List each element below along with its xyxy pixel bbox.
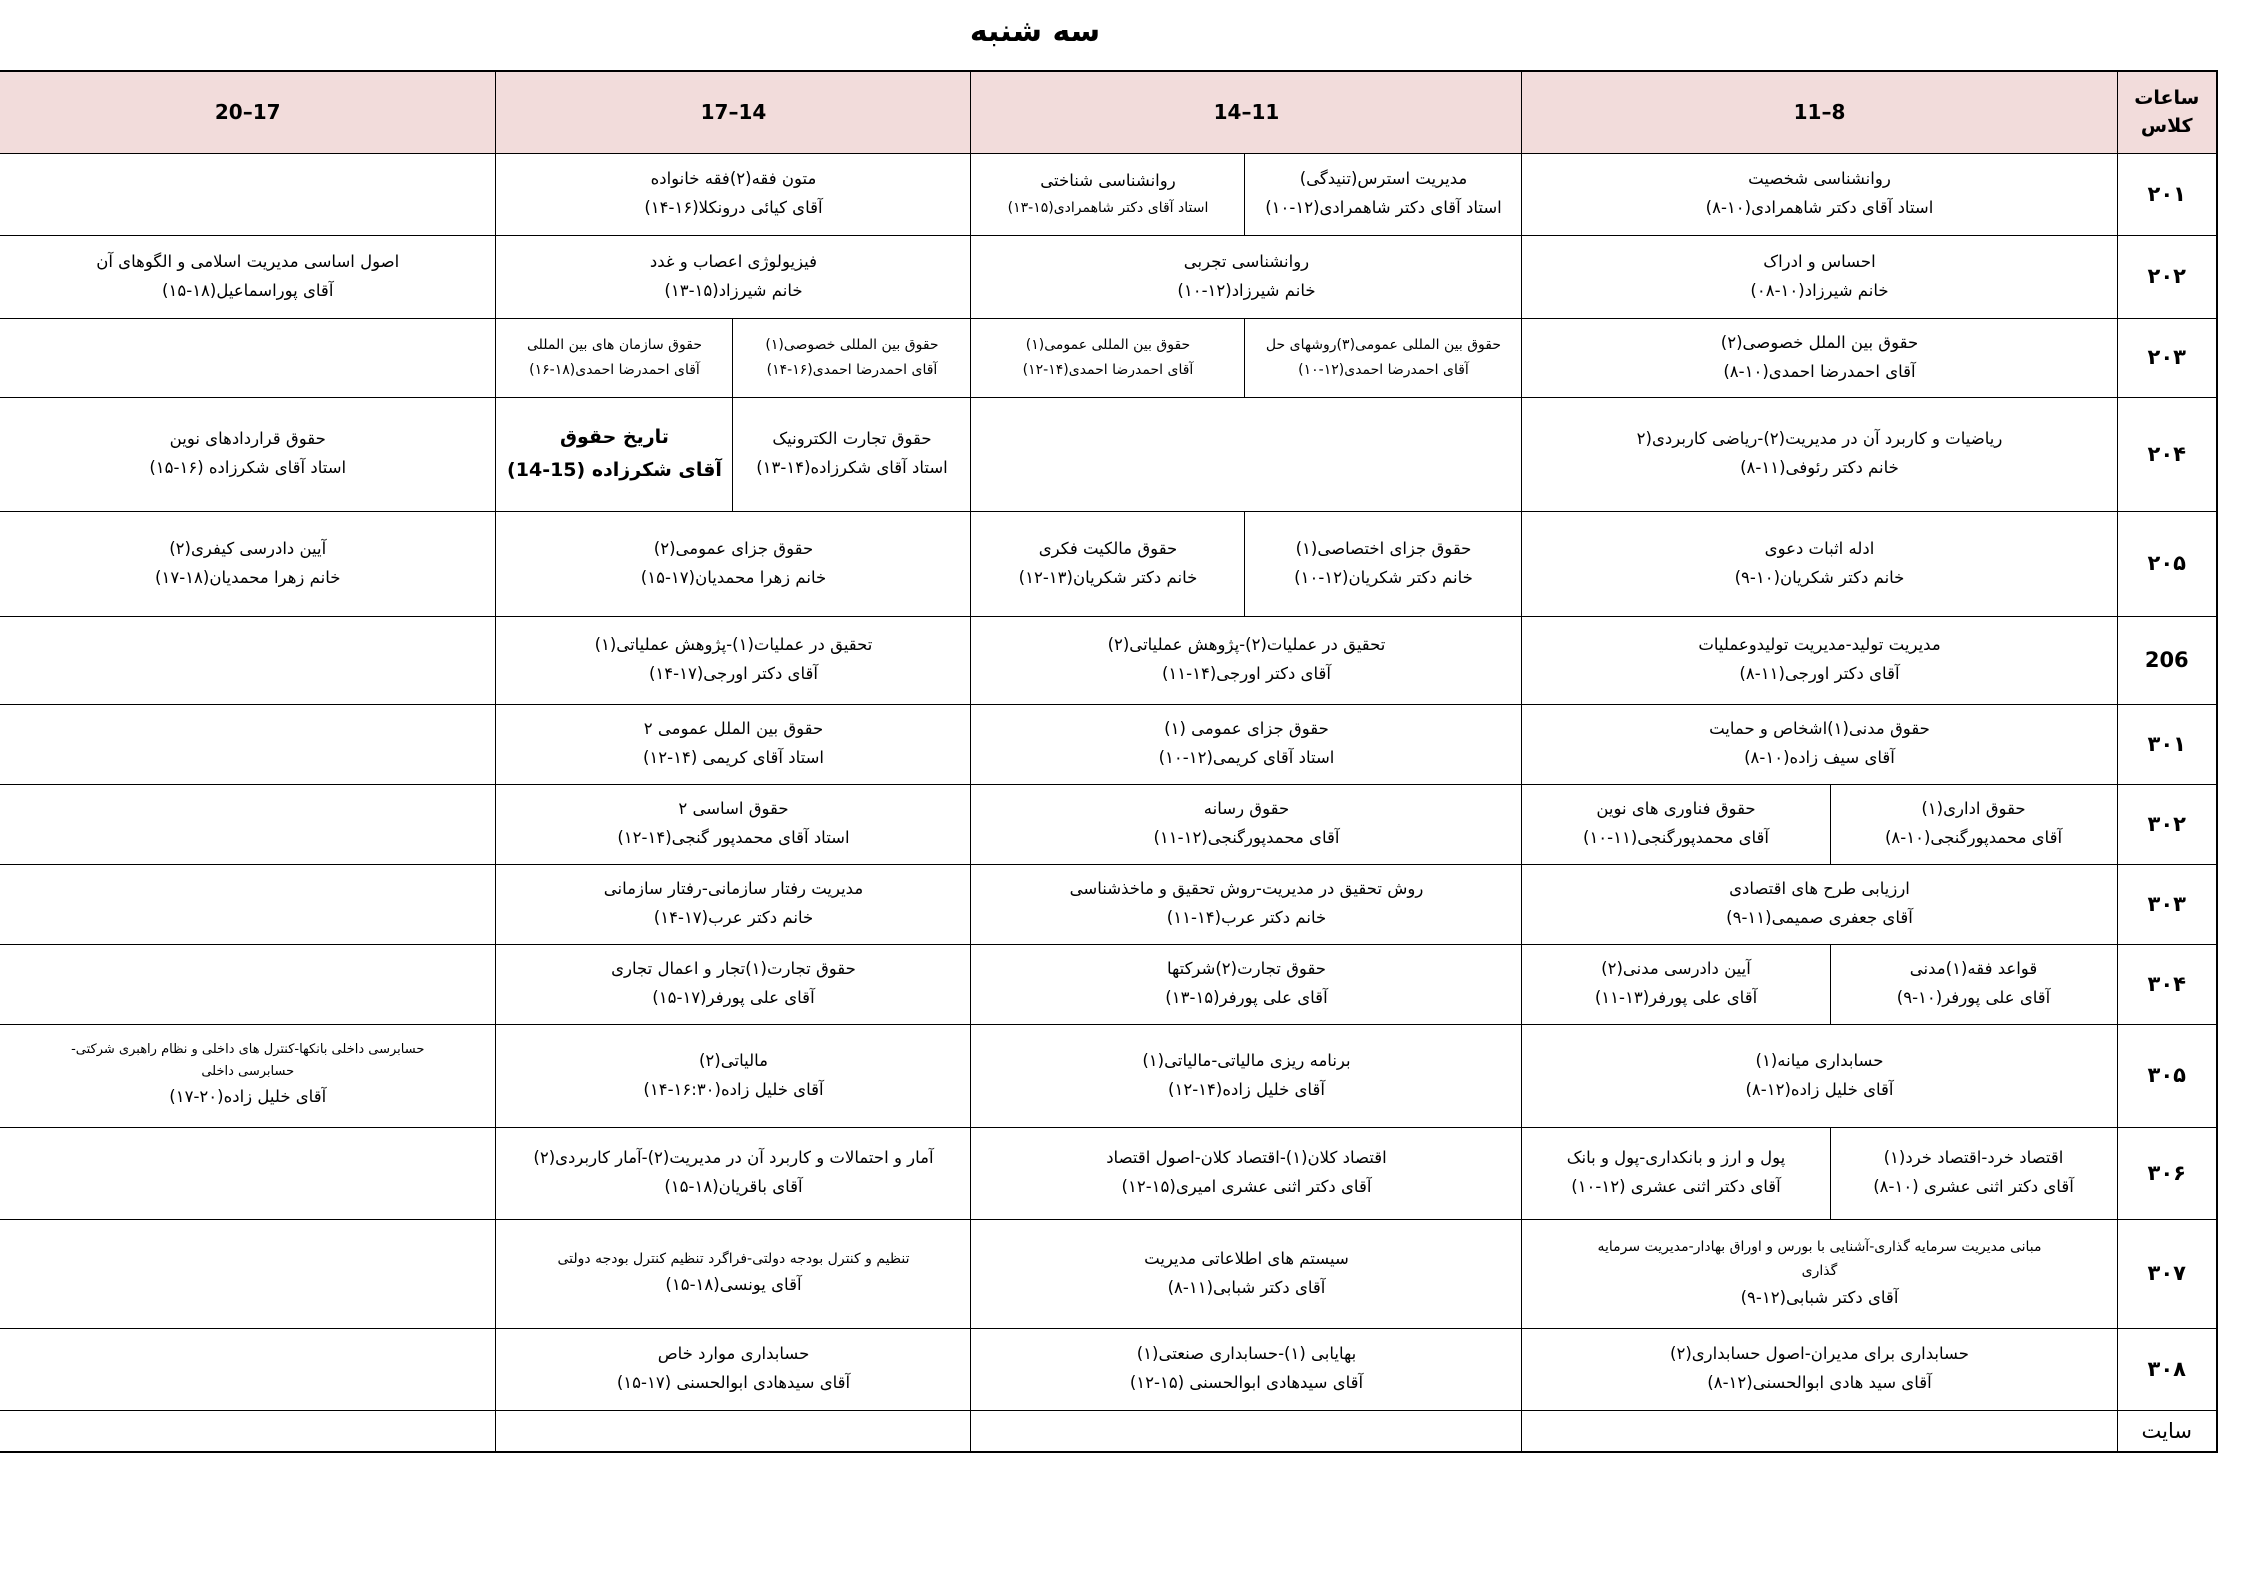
header-slot-17-20: 17–20	[0, 71, 496, 153]
course-title: فیزیولوژی اعصاب و غدد	[649, 251, 818, 271]
course-title: مدیریت تولید-مدیریت تولیدوعملیات	[1698, 635, 1941, 655]
room-302: ۳۰۲	[2117, 784, 2217, 864]
course-title: حقوق بین الملل عمومی ۲	[643, 719, 824, 739]
course-teacher: آقای سید هادی ابوالحسنی(۱۲-۸)	[1707, 1373, 1932, 1392]
header-slot-11-14: 11–14	[971, 71, 1522, 153]
course-title: تحقیق در عملیات(۲)-پژوهش عملیاتی(۲)	[1107, 635, 1386, 655]
course-teacher: آقای دکتر شبابی(۱۱-۸)	[1167, 1277, 1326, 1297]
course-teacher: آقای سیدهادی ابوالحسنی (۱۷-۱۵)	[616, 1373, 851, 1392]
course-cell	[0, 1024, 496, 1127]
course-title: حقوق بین المللی عمومی(۱)	[1025, 337, 1191, 353]
empty-cell	[0, 153, 496, 235]
empty-cell	[0, 1410, 496, 1452]
course-title: حسابرسی داخلی بانکها-کنترل های داخلی و نظام راهبری شرکتی-	[71, 1041, 425, 1057]
course-title: اصول اساسی مدیریت اسلامی و الگوهای آن	[96, 251, 400, 271]
course-cell	[971, 318, 1245, 397]
course-teacher: آقای دکتر اثنی عشری امیری(۱۵-۱۲)	[1121, 1177, 1372, 1196]
course-teacher: خانم دکتر شکریان(۱۲-۱۰)	[1294, 567, 1473, 587]
course-cell	[971, 235, 1522, 318]
course-title: مبانی مدیریت سرمایه گذاری-آشنایی با بورس و اوراق بهادار-مدیریت سرمایه	[1597, 1238, 2042, 1255]
course-title: حقوق فناوری های نوین	[1596, 799, 1756, 819]
course-title: حقوق رسانه	[1203, 799, 1290, 819]
course-teacher: آقای علی پورفر(۱۷-۱۵)	[652, 988, 815, 1007]
course-title: اقتصاد کلان(۱)-اقتصاد کلان-اصول اقتصاد	[1106, 1148, 1387, 1168]
course-teacher: خانم شیرزاد(۱۵-۱۳)	[664, 280, 803, 300]
course-cell	[971, 511, 1245, 616]
row-301	[0, 704, 2217, 784]
course-teacher: استاد آقای محمدپور گنجی(۱۴-۱۲)	[617, 828, 850, 847]
course-title: آمار و احتمالات و کاربرد آن در مدیریت(۲)-آمار کاربردی(۲)	[533, 1148, 934, 1168]
course-title: احساس و ادراک	[1763, 251, 1876, 271]
course-cell	[1245, 511, 1522, 616]
row-204	[0, 397, 2217, 511]
room-202: ۲۰۲	[2117, 235, 2217, 318]
course-title: مدیریت استرس(تنیدگی)	[1299, 169, 1468, 189]
room-307: ۳۰۷	[2117, 1219, 2217, 1328]
course-cell	[496, 1024, 971, 1127]
empty-cell	[0, 784, 496, 864]
course-title: مدیریت رفتار سازمانی-رفتار سازمانی	[603, 879, 864, 899]
course-cell	[1522, 1024, 2117, 1127]
course-title: حقوق جزای عمومی(۲)	[653, 538, 814, 558]
course-cell	[1522, 864, 2117, 944]
course-teacher: آقای دکتر اثنی عشری (۱۲-۱۰)	[1571, 1177, 1781, 1196]
row-205	[0, 511, 2217, 616]
course-title: حقوق تجارت الکترونیک	[772, 429, 932, 449]
course-title-continued: حسابرسی داخلی	[201, 1064, 295, 1080]
course-title: حقوق بین الملل خصوصی(۲)	[1720, 332, 1919, 352]
course-title: روانشناسی شناختی	[1040, 171, 1176, 191]
schedule-table	[0, 70, 2218, 1453]
course-cell	[971, 1219, 1522, 1328]
course-teacher: آقای احمدرضا احمدی(۱۴-۱۲)	[1022, 361, 1194, 378]
row-202	[0, 235, 2217, 318]
row-306	[0, 1127, 2217, 1219]
empty-cell	[971, 397, 1522, 511]
course-teacher: آقای یونسی(۱۸-۱۵)	[665, 1275, 802, 1295]
course-title: اقتصاد خرد-اقتصاد خرد(۱)	[1883, 1148, 2064, 1168]
course-teacher: استاد آقای دکتر شاهمرادی(۱۵-۱۳)	[1007, 200, 1209, 217]
room-306: ۳۰۶	[2117, 1127, 2217, 1219]
empty-cell	[496, 1410, 971, 1452]
course-title: حقوق اداری(۱)	[1921, 799, 2026, 819]
room-304: ۳۰۴	[2117, 944, 2217, 1024]
header-slot-14-17: 14–17	[496, 71, 971, 153]
course-title: آیین دادرسی مدنی(۲)	[1601, 959, 1751, 979]
room-site: سایت	[2117, 1410, 2217, 1452]
header-row	[0, 71, 2217, 153]
course-cell	[1522, 1328, 2117, 1410]
course-teacher: خانم دکتر عرب(۱۷-۱۴)	[653, 908, 814, 927]
course-cell	[0, 397, 496, 511]
course-cell	[1245, 153, 1522, 235]
course-title: حقوق بین المللی خصوصی(۱)	[765, 337, 939, 353]
course-title: تنظیم و کنترل بودجه دولتی-فراگرد تنظیم کنترل بودجه دولتی	[557, 1250, 910, 1267]
page-title: سه شنبه	[969, 14, 1101, 49]
course-cell	[1522, 704, 2117, 784]
course-cell	[496, 235, 971, 318]
header-slot-8-11: 8–11	[1522, 71, 2117, 153]
course-teacher: آقای علی پورفر(۱۵-۱۳)	[1165, 988, 1328, 1007]
course-teacher: آقای جعفری صمیمی(۱۱-۹)	[1726, 908, 1913, 927]
course-cell	[1830, 944, 2117, 1024]
course-title: تاریخ حقوق	[560, 425, 669, 448]
course-teacher: خانم دکتر شکریان(۱۳-۱۲)	[1018, 567, 1198, 587]
course-teacher: خانم شیرزاد(۱۰-۰۸)	[1750, 280, 1889, 300]
course-teacher: آقای احمدرضا احمدی(۱۶-۱۴)	[766, 361, 938, 378]
course-cell	[1830, 784, 2117, 864]
course-cell	[0, 511, 496, 616]
course-cell	[971, 1127, 1522, 1219]
course-title: قواعد فقه(۱)مدنی	[1909, 959, 2038, 979]
course-cell	[496, 153, 971, 235]
course-teacher: آقای خلیل زاده(۱۴-۱۲)	[1168, 1079, 1325, 1099]
room-205: ۲۰۵	[2117, 511, 2217, 616]
course-title: روانشناسی شخصیت	[1748, 169, 1891, 189]
course-teacher: خانم زهرا محمدیان(۱۸-۱۷)	[155, 567, 341, 587]
course-teacher: آقای احمدرضا احمدی(۱۸-۱۶)	[529, 361, 700, 378]
row-203	[0, 318, 2217, 397]
course-title: حقوق جزای عمومی (۱)	[1164, 719, 1329, 739]
header-hours-label: ساعات	[2134, 86, 2200, 109]
row-206	[0, 616, 2217, 704]
course-title: متون فقه(۲)فقه خانواده	[650, 169, 817, 189]
course-cell	[496, 318, 733, 397]
course-teacher: آقای محمدپورگنجی(۱۱-۱۰)	[1583, 828, 1769, 847]
empty-cell	[0, 704, 496, 784]
course-cell	[496, 704, 971, 784]
header-corner	[2117, 71, 2217, 153]
course-title: حقوق سازمان های بین المللی	[526, 337, 702, 353]
course-title: برنامه ریزی مالیاتی-مالیاتی(۱)	[1142, 1050, 1351, 1070]
course-cell	[971, 616, 1522, 704]
course-cell	[971, 784, 1522, 864]
course-title-continued: گذاری	[1801, 1263, 1838, 1280]
course-title: حقوق تجارت(۱)تجار و اعمال تجاری	[611, 959, 856, 979]
course-cell	[1522, 397, 2117, 511]
course-cell	[0, 235, 496, 318]
course-cell	[496, 397, 733, 511]
course-title: ریاضیات و کاربرد آن در مدیریت(۲)-ریاضی کاربردی(۲	[1636, 429, 2003, 449]
empty-cell	[0, 1328, 496, 1410]
course-title: ادله اثبات دعوی	[1764, 538, 1875, 558]
row-305	[0, 1024, 2217, 1127]
course-teacher: استاد آقای شکرزاده(۱۴-۱۳)	[756, 458, 948, 477]
course-title: حقوق قراردادهای نوین	[169, 429, 326, 449]
course-title: مالیاتی(۲)	[698, 1050, 768, 1070]
course-teacher: خانم دکتر رئوفی(۱۱-۸)	[1740, 458, 1899, 477]
course-teacher: آقای خلیل زاده(۱۲-۸)	[1745, 1079, 1894, 1099]
course-teacher: آقای محمدپورگنجی(۱۲-۱۱)	[1153, 828, 1340, 847]
course-cell	[1522, 511, 2117, 616]
course-cell	[971, 944, 1522, 1024]
course-teacher: آقای خلیل زاده(۱۶:۳۰-۱۴)	[643, 1079, 824, 1099]
course-cell	[496, 944, 971, 1024]
course-title: حقوق بین المللی عمومی(۳)روشهای حل	[1265, 337, 1502, 353]
empty-cell	[0, 1219, 496, 1328]
course-title: حسابداری موارد خاص	[657, 1344, 810, 1364]
row-303	[0, 864, 2217, 944]
course-cell	[496, 616, 971, 704]
course-title: روانشناسی تجربی	[1183, 251, 1310, 271]
course-teacher: استاد آقای کریمی(۱۲-۱۰)	[1158, 748, 1335, 767]
row-site	[0, 1410, 2217, 1452]
course-cell	[971, 153, 1245, 235]
course-teacher: آقای دکتر اورجی(۱۴-۱۱)	[1161, 664, 1331, 683]
course-cell	[733, 397, 971, 511]
course-teacher: خانم دکتر شکریان(۱۰-۹)	[1734, 567, 1905, 587]
row-307	[0, 1219, 2217, 1328]
room-305: ۳۰۵	[2117, 1024, 2217, 1127]
course-cell	[1522, 616, 2117, 704]
empty-cell	[0, 616, 496, 704]
header-class-label: کلاس	[2140, 115, 2193, 138]
row-201	[0, 153, 2217, 235]
course-cell	[971, 704, 1522, 784]
row-308	[0, 1328, 2217, 1410]
course-teacher: آقای باقریان(۱۸-۱۵)	[664, 1177, 803, 1196]
course-teacher: آقای دکتر شبابی(۱۲-۹)	[1740, 1287, 1899, 1307]
course-title: حقوق جزای اختصاصی(۱)	[1295, 538, 1472, 558]
course-teacher: استاد آقای کریمی (۱۴-۱۲)	[642, 748, 825, 767]
course-title: حقوق تجارت(۲)شرکتها	[1166, 959, 1326, 979]
course-cell	[1522, 784, 1830, 864]
course-teacher: خانم شیرزاد(۱۲-۱۰)	[1177, 280, 1316, 300]
empty-cell	[971, 1410, 1522, 1452]
course-teacher: استاد آقای دکتر شاهمرادی(۱۲-۱۰)	[1265, 198, 1502, 217]
course-teacher: استاد آقای دکتر شاهمرادی(۱۰-۸)	[1705, 198, 1934, 217]
course-teacher: آقای دکتر اورجی(۱۷-۱۴)	[648, 664, 818, 683]
course-title: حسابداری میانه(۱)	[1755, 1050, 1884, 1070]
course-cell	[1522, 153, 2117, 235]
room-301: ۳۰۱	[2117, 704, 2217, 784]
course-title: حقوق اساسی ۲	[678, 799, 789, 819]
empty-cell	[0, 1127, 496, 1219]
course-title: پول و ارز و بانکداری-پول و بانک	[1566, 1148, 1786, 1168]
course-teacher: آقای سیف زاده(۱۰-۸)	[1744, 748, 1895, 767]
course-cell	[496, 1328, 971, 1410]
empty-cell	[0, 864, 496, 944]
course-teacher: آقای پوراسماعیل(۱۸-۱۵)	[162, 280, 334, 300]
room-204: ۲۰۴	[2117, 397, 2217, 511]
course-title: حقوق مالکیت فکری	[1038, 538, 1178, 558]
course-title: ارزیابی طرح های اقتصادی	[1729, 879, 1910, 899]
course-teacher: آقای دکتر اورجی(۱۱-۸)	[1739, 664, 1900, 683]
course-teacher: آقای سیدهادی ابوالحسنی (۱۵-۱۲)	[1129, 1373, 1364, 1392]
room-308: ۳۰۸	[2117, 1328, 2217, 1410]
course-cell	[971, 1328, 1522, 1410]
course-title: بهایابی (۱)-حسابداری صنعتی(۱)	[1136, 1344, 1357, 1364]
course-teacher: آقای دکتر اثنی عشری (۱۰-۸)	[1873, 1177, 2074, 1196]
course-teacher: آقای کیائی درونکلا(۱۶-۱۴)	[644, 198, 823, 217]
empty-cell	[1522, 1410, 2117, 1452]
course-cell	[1522, 318, 2117, 397]
course-title: تحقیق در عملیات(۱)-پژوهش عملیاتی(۱)	[594, 635, 873, 655]
empty-cell	[0, 318, 496, 397]
course-cell	[1830, 1127, 2117, 1219]
course-teacher: استاد آقای شکرزاده (۱۶-۱۵)	[149, 458, 347, 477]
course-title: روش تحقیق در مدیریت-روش تحقیق و ماخذشناسی	[1069, 879, 1424, 899]
course-cell	[496, 511, 971, 616]
course-cell	[496, 784, 971, 864]
course-cell	[496, 1127, 971, 1219]
course-cell	[971, 864, 1522, 944]
room-203: ۲۰۳	[2117, 318, 2217, 397]
course-cell	[733, 318, 971, 397]
row-304	[0, 944, 2217, 1024]
course-cell	[1522, 1127, 1830, 1219]
course-title: آیین دادرسی کیفری(۲)	[169, 538, 327, 558]
course-cell	[496, 864, 971, 944]
course-title: حقوق مدنی(۱)اشخاص و حمایت	[1709, 719, 1930, 739]
course-teacher: خانم زهرا محمدیان(۱۷-۱۵)	[640, 567, 827, 587]
course-cell	[496, 1219, 971, 1328]
room-206: 206	[2117, 616, 2217, 704]
course-teacher: آقای محمدپورگنجی(۱۰-۸)	[1884, 828, 2063, 847]
course-teacher: آقای علی پورفر(۱۰-۹)	[1896, 988, 2051, 1007]
empty-cell	[0, 944, 496, 1024]
course-teacher: آقای احمدرضا احمدی(۱۲-۱۰)	[1298, 361, 1469, 378]
course-title: حسابداری برای مدیران-اصول حسابداری(۲)	[1670, 1344, 1969, 1364]
course-cell	[1245, 318, 1522, 397]
course-teacher: خانم دکتر عرب(۱۴-۱۱)	[1166, 908, 1327, 927]
course-teacher: آقای علی پورفر(۱۳-۱۱)	[1594, 988, 1758, 1007]
course-cell	[1522, 235, 2117, 318]
course-title: سیستم های اطلاعاتی مدیریت	[1144, 1248, 1349, 1268]
course-teacher: آقای احمدرضا احمدی(۱۰-۸)	[1723, 361, 1916, 381]
course-cell	[1522, 944, 1830, 1024]
course-teacher: آقای خلیل زاده(۲۰-۱۷)	[169, 1087, 327, 1107]
course-cell	[1522, 1219, 2117, 1328]
course-cell	[971, 1024, 1522, 1127]
row-302	[0, 784, 2217, 864]
room-303: ۳۰۳	[2117, 864, 2217, 944]
room-201: ۲۰۱	[2117, 153, 2217, 235]
course-teacher: آقای شکرزاده (15-14)	[507, 459, 722, 481]
